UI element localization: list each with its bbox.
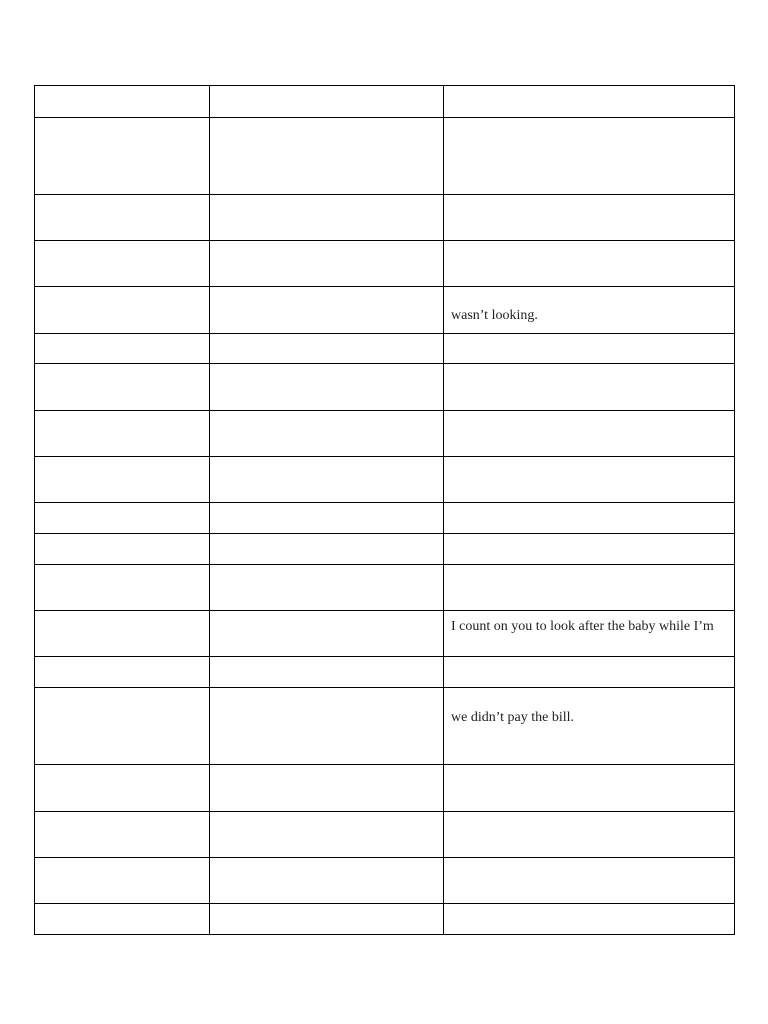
table-cell <box>210 118 444 195</box>
table-cell <box>35 657 210 688</box>
table-row <box>35 812 735 858</box>
table-cell <box>444 195 735 241</box>
table-cell <box>35 534 210 565</box>
table-cell <box>444 364 735 411</box>
table-cell <box>444 334 735 364</box>
table-body <box>35 86 735 935</box>
table-cell <box>210 241 444 287</box>
table-cell <box>35 858 210 904</box>
table-cell <box>444 812 735 858</box>
table-row <box>35 858 735 904</box>
table-row <box>35 195 735 241</box>
table-cell <box>210 411 444 457</box>
table-cell <box>35 457 210 503</box>
table-row <box>35 688 735 765</box>
table-cell <box>444 86 735 118</box>
table-cell: wasn’t looking. <box>444 287 735 334</box>
table-row <box>35 765 735 812</box>
table-cell <box>444 904 735 935</box>
table-cell <box>210 904 444 935</box>
table-cell <box>210 287 444 334</box>
table-row <box>35 411 735 457</box>
table-row <box>35 86 735 118</box>
table-row <box>35 334 735 364</box>
table-cell <box>35 195 210 241</box>
table-row <box>35 611 735 657</box>
table-cell <box>35 688 210 765</box>
table-cell <box>35 611 210 657</box>
table-cell <box>210 765 444 812</box>
table-cell <box>210 688 444 765</box>
table-cell <box>210 534 444 565</box>
table-cell <box>444 534 735 565</box>
table-cell <box>35 334 210 364</box>
table-cell <box>444 765 735 812</box>
table-cell <box>444 503 735 534</box>
table-cell <box>210 812 444 858</box>
table-cell <box>444 118 735 195</box>
table-cell <box>35 86 210 118</box>
table-cell <box>210 457 444 503</box>
table-cell <box>210 195 444 241</box>
table-cell <box>35 411 210 457</box>
table-row <box>35 287 735 334</box>
table-row <box>35 457 735 503</box>
table-cell <box>444 241 735 287</box>
table-cell <box>35 287 210 334</box>
table-cell <box>210 858 444 904</box>
table-cell <box>210 657 444 688</box>
table-cell <box>210 364 444 411</box>
table-cell <box>210 611 444 657</box>
table-cell <box>210 565 444 611</box>
table-cell <box>444 457 735 503</box>
table-cell <box>210 334 444 364</box>
worksheet-table <box>34 85 735 935</box>
table-cell <box>444 411 735 457</box>
table-cell <box>210 503 444 534</box>
table-cell <box>35 565 210 611</box>
table-row <box>35 534 735 565</box>
table-cell <box>444 858 735 904</box>
table-cell <box>210 86 444 118</box>
table-cell <box>35 812 210 858</box>
table-cell <box>35 118 210 195</box>
table-row <box>35 364 735 411</box>
table-cell <box>35 364 210 411</box>
table-cell <box>35 503 210 534</box>
table-cell <box>444 657 735 688</box>
table-row <box>35 904 735 935</box>
table-cell <box>35 904 210 935</box>
table-row <box>35 657 735 688</box>
table-row <box>35 241 735 287</box>
table-cell: we didn’t pay the bill. <box>444 688 735 765</box>
table-cell: I count on you to look after the baby while I’m <box>444 611 735 657</box>
table-row <box>35 118 735 195</box>
table-row <box>35 565 735 611</box>
table-cell <box>444 565 735 611</box>
table-row <box>35 503 735 534</box>
table-cell <box>35 241 210 287</box>
table-cell <box>35 765 210 812</box>
